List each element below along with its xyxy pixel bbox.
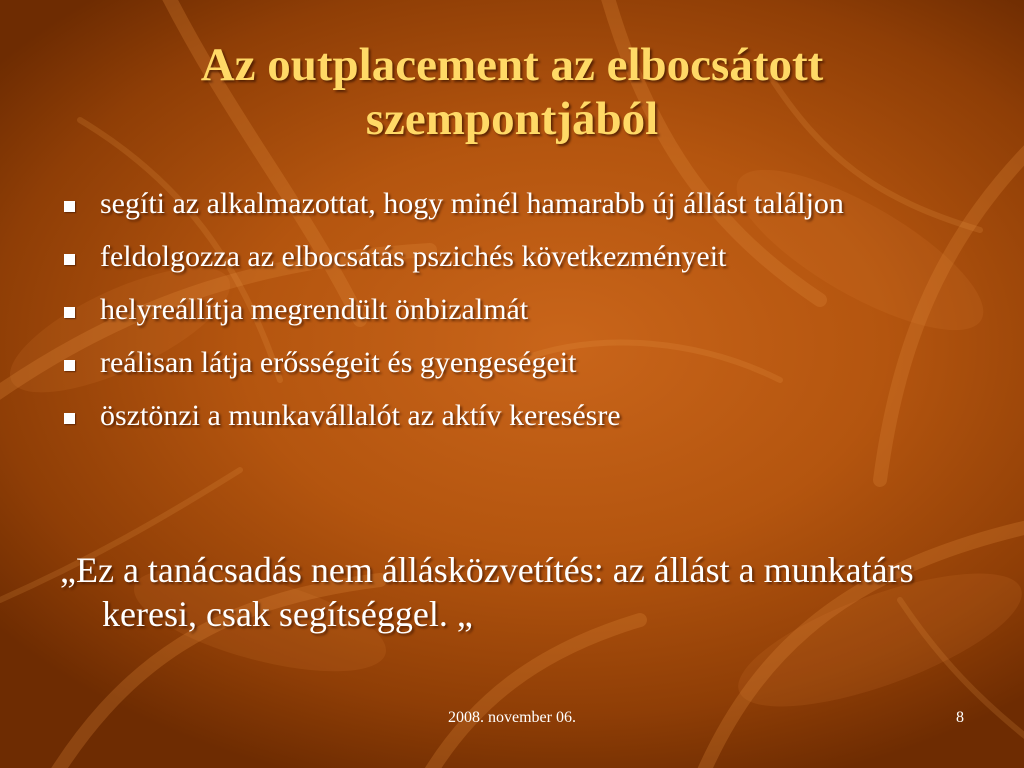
square-bullet-icon: [64, 360, 75, 371]
bullet-text: reálisan látja erősségeit és gyengeségeit: [100, 346, 577, 379]
bullet-item: [60, 346, 970, 380]
bullet-text: ösztönzi a munkavállalót az aktív keresésre: [100, 399, 621, 432]
bullet-item: [60, 240, 970, 274]
square-bullet-icon: [64, 201, 75, 212]
bullet-item: [60, 187, 970, 221]
slide-title-line-2: szempontjából: [365, 93, 659, 145]
bullet-text: helyreállítja megrendült önbizalmát: [100, 293, 529, 326]
bullet-text: feldolgozza az elbocsátás pszichés következményeit: [100, 240, 727, 273]
square-bullet-icon: [64, 254, 75, 265]
page-number: 8: [956, 709, 964, 726]
slide-title-line-1: Az outplacement az elbocsátott: [200, 39, 824, 91]
bullet-list: [60, 187, 970, 452]
slide-title: [60, 38, 964, 146]
square-bullet-icon: [64, 413, 75, 424]
bullet-item: [60, 293, 970, 327]
square-bullet-icon: [64, 307, 75, 318]
bullet-item: [60, 399, 970, 433]
footer-date: 2008. november 06.: [448, 709, 576, 726]
bullet-text: segíti az alkalmazottat, hogy minél hamarabb új állást találjon: [100, 187, 844, 220]
quote-text: „Ez a tanácsadás nem állásközvetítés: az állást a munkatárs keresi, csak segítséggel. „: [60, 550, 914, 634]
